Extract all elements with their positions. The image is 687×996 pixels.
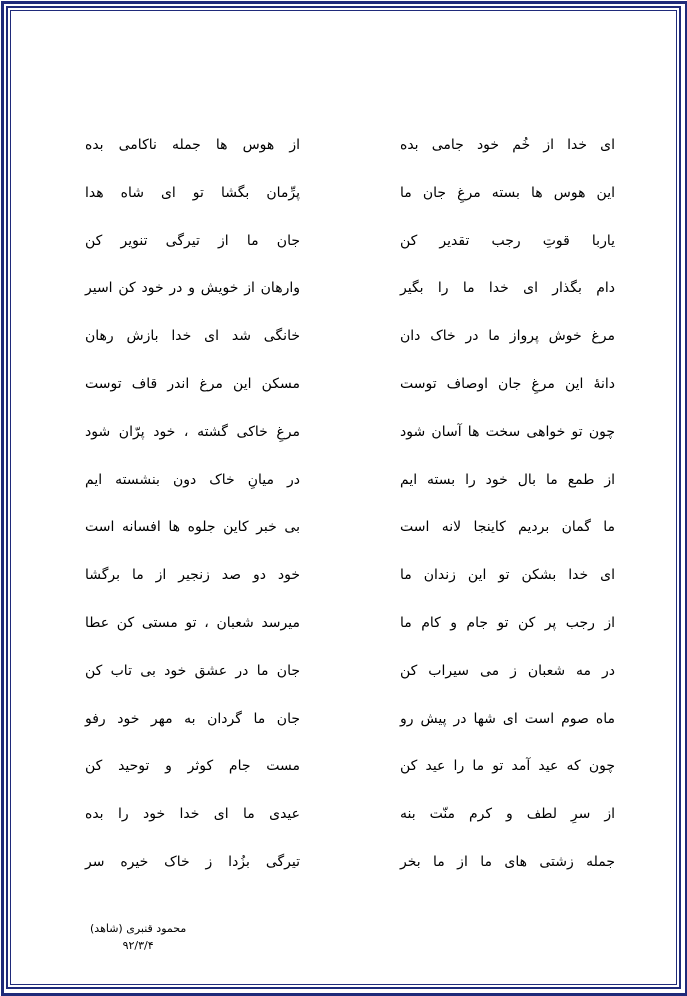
hemistich-left: وارهان از خویش و در خود کن اسیر <box>85 280 300 297</box>
couplet <box>75 182 615 230</box>
couplet <box>75 325 615 373</box>
couplet <box>75 708 615 756</box>
hemistich-left: تیرگی بزُدا ز خاک خیره سر <box>85 853 300 870</box>
hemistich-left: بی خبر کاین جلوه ها افسانه است <box>85 519 300 536</box>
date: ۹۲/۳/۴ <box>122 939 154 952</box>
couplet <box>75 564 615 612</box>
couplet <box>75 134 615 182</box>
couplet <box>75 612 615 660</box>
hemistich-right: چون تو خواهی سخت ها آسان شود <box>400 423 615 440</box>
couplet <box>75 660 615 708</box>
hemistich-left: جان ما گردان به مهر خود رفو <box>85 710 300 727</box>
hemistich-left: عیدی ما ای خدا خود را بده <box>85 806 300 823</box>
couplet <box>75 516 615 564</box>
hemistich-right: از سرِ لطف و کرم منّت بنه <box>400 806 615 823</box>
hemistich-left: مست جام کوثر و توحید کن <box>85 758 300 775</box>
couplet <box>75 277 615 325</box>
hemistich-right: یاربا قوتِ رجب تقدیر کن <box>400 232 615 249</box>
hemistich-left: جان ما از تیرگی تنویر کن <box>85 232 300 249</box>
hemistich-right: دانۀ این مرغِ جان اوصاف توست <box>400 375 615 392</box>
hemistich-right: ای خدا از خُم خود جامی بده <box>400 137 615 153</box>
signature-block <box>90 920 186 954</box>
hemistich-right: دام بگذار ای خدا ما را بگیر <box>400 280 615 297</box>
couplet <box>75 851 615 899</box>
hemistich-left: خود دو صد زنجیر از ما برگشا <box>85 567 300 584</box>
hemistich-left: مسکن این مرغ اندر قاف توست <box>85 375 300 392</box>
hemistich-right: چون که عید آمد تو ما را عید کن <box>400 758 615 775</box>
hemistich-right: این هوس ها بسته مرغِ جان ما <box>400 184 615 201</box>
hemistich-right: ای خدا بشکن تو این زندان ما <box>400 567 615 584</box>
couplet <box>75 373 615 421</box>
hemistich-left: در میانِ خاک دون بنشسته ایم <box>85 471 300 488</box>
hemistich-right: جمله زشتی های ما از ما بخر <box>400 853 615 870</box>
hemistich-right: ماه صوم است ای شها در پیش رو <box>400 710 615 727</box>
hemistich-right: از طمع ما بال خود را بسته ایم <box>400 471 615 488</box>
hemistich-left: خانگی شد ای خدا بازش رهان <box>85 328 300 345</box>
couplet <box>75 230 615 278</box>
hemistich-right: مرغ خوش پرواز ما در خاک دان <box>400 328 615 345</box>
hemistich-left: میرسد شعبان ، تو مستی کن عطا <box>85 614 300 631</box>
couplet <box>75 803 615 851</box>
hemistich-right: در مه شعبان ز می سیراب کن <box>400 662 615 679</box>
couplet <box>75 469 615 517</box>
hemistich-left: از هوس ها جمله ناکامی بده <box>85 137 300 153</box>
hemistich-left: مرغِ خاکی گشته ، خود پرّان شود <box>85 423 300 440</box>
hemistich-left: جان ما در عشق خود بی تاب کن <box>85 662 300 679</box>
hemistich-right: از رجب پر کن تو جام و کام ما <box>400 614 615 631</box>
hemistich-right: ما گمان بردیم کاینجا لانه است <box>400 519 615 536</box>
couplet <box>75 421 615 469</box>
author-name: محمود قنبری (شاهد) <box>90 922 187 935</box>
poem <box>75 134 615 899</box>
hemistich-left: پرِّمان بگشا تو ای شاه هدا <box>85 184 300 201</box>
couplet <box>75 755 615 803</box>
